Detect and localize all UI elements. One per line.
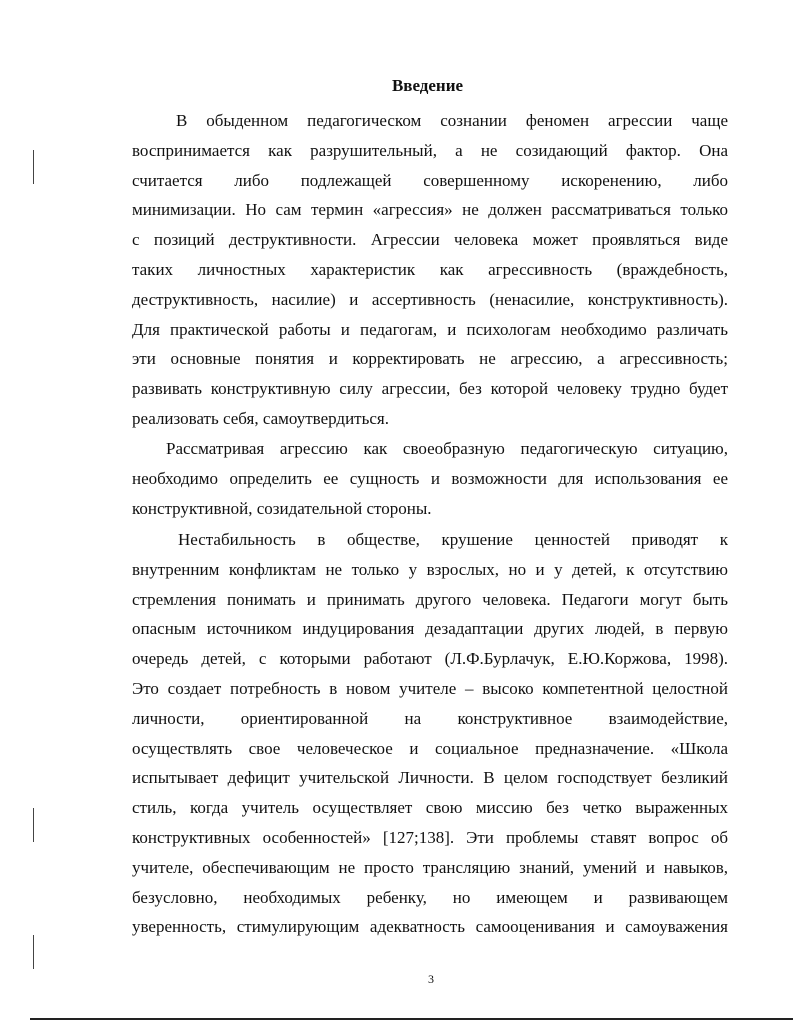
scan-margin-mark [33,150,34,184]
page-heading: Введение [391,76,464,95]
text-line: необходимо определить ее сущность и возможности для использования ее [132,468,728,488]
text-line: стиль, когда учитель осуществляет свою миссию без четко выраженных [132,798,728,818]
scan-margin-mark [33,935,34,969]
text-line: осуществлять свое человеческое и социальное предназначение. «Школа [132,738,728,758]
page-number: 3 [428,972,434,986]
text-line: Это создает потребность в новом учителе – высоко компетентной целостной [132,678,728,698]
text-line: с позиций деструктивности. Агрессии человека может проявляться виде [132,230,728,250]
text-line: таких личностных характеристик как агрессивность (враждебность, [132,259,728,279]
text-line: минимизации. Но сам термин «агрессия» не должен рассматриваться только [132,200,728,220]
text-line: опасным источником индуцирования дезадаптации других людей, в первую [132,619,728,639]
text-line: испытывает дефицит учительской Личности. В целом господствует безликий [132,768,728,788]
text-line: Рассматривая агрессию как своеобразную педагогическую ситуацию, [166,439,728,458]
text-line: воспринимается как разрушительный, а не созидающий фактор. Она [132,140,728,160]
paragraph-1 [132,106,728,434]
scan-bottom-edge [30,1018,793,1020]
text-line: конструктивных особенностей» [127;138]. Эти проблемы ставят вопрос об [132,827,728,847]
text-line: развивать конструктивную силу агрессии, без которой человеку трудно будет [132,379,728,399]
text-line: уверенность, стимулирующим адекватность самооценивания и самоуважения [132,917,728,937]
text-line: очередь детей, с которыми работают (Л.Ф.Бурлачук, Е.Ю.Коржова, 1998). [132,649,728,669]
text-line: эти основные понятия и корректировать не агрессию, а агрессивность; [132,349,728,369]
text-line: реализовать себя, самоутвердиться. [132,408,389,428]
text-line: конструктивной, созидательной стороны. [132,498,432,518]
paragraph-2 [132,434,728,523]
scan-margin-mark [33,808,34,842]
text-line: считается либо подлежащей совершенному искоренению, либо [132,170,728,190]
text-line: стремления понимать и принимать другого человека. Педагоги могут быть [132,589,728,609]
paragraph-3 [132,525,728,942]
text-line: В обыденном педагогическом сознании феномен агрессии чаще [176,111,728,130]
text-line: Для практической работы и педагогам, и психологам необходимо различать [132,319,728,339]
text-line: Нестабильность в обществе, крушение ценностей приводят к [178,530,728,549]
text-line: личности, ориентированной на конструктивное взаимодействие, [132,708,728,728]
text-line: деструктивность, насилие) и ассертивность (ненасилие, конструктивность). [132,289,728,309]
text-line: внутренним конфликтам не только у взрослых, но и у детей, к отсутствию [132,559,728,579]
text-line: учителе, обеспечивающим не просто трансляцию знаний, умений и навыков, [132,857,728,877]
text-line: безусловно, необходимых ребенку, но имеющем и развивающем [132,887,728,907]
